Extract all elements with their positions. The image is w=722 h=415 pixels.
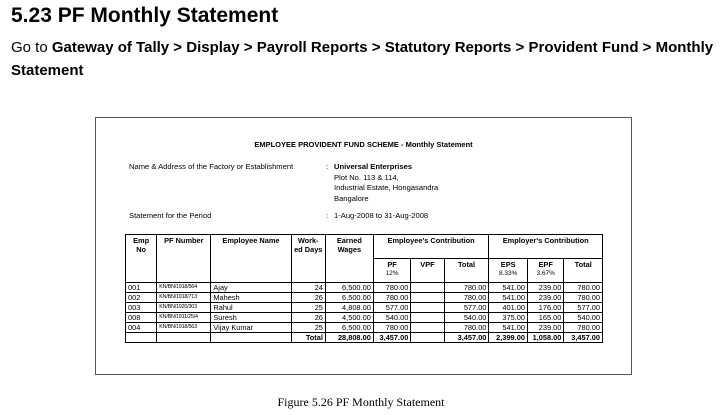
header-employer-contribution: Employer's Contribution: [489, 235, 603, 259]
table-row: [126, 323, 603, 333]
table-row: [126, 293, 603, 303]
cell-employee-name: Rahul: [211, 303, 291, 313]
cell-employee-total: 780.00: [444, 323, 489, 333]
nav-separator: >: [243, 39, 253, 56]
cell-vpf: [411, 313, 444, 323]
cell-eps: 375.00: [489, 313, 528, 323]
section-title: PF Monthly Statement: [57, 4, 279, 27]
pf-rate: 12%: [385, 270, 399, 277]
cell-empty: [157, 333, 211, 343]
cell-earned-wages: 6,500.00: [325, 283, 373, 293]
section-heading: [11, 4, 278, 28]
cell-emp-no: 008: [126, 313, 157, 323]
cell-emp-no: 001: [126, 283, 157, 293]
cell-empty: [126, 333, 157, 343]
cell-employee-total: 577.00: [444, 303, 489, 313]
subheader-employee-total: Total: [444, 259, 489, 283]
cell-employee-total: 780.00: [444, 283, 489, 293]
cell-emp-no: 004: [126, 323, 157, 333]
cell-worked-days: 24: [291, 283, 325, 293]
cell-pf-number: KN/BN/1920/303: [157, 303, 211, 313]
cell-eps: 401.00: [489, 303, 528, 313]
cell-employee-name: Suresh: [211, 313, 291, 323]
cell-employer-total: 780.00: [564, 283, 603, 293]
cell-earned-wages: 6,500.00: [325, 323, 373, 333]
eps-rate: 8.33%: [498, 270, 518, 277]
cell-pf-number: KN/BN/1918/713: [157, 293, 211, 303]
total-earned-wages: 28,808.00: [325, 333, 373, 343]
subheader-employer-total: Total: [564, 259, 603, 283]
nav-step-monthly-statement: Monthly Statement: [11, 39, 714, 79]
header-earned-wages: Earned Wages: [325, 235, 373, 283]
cell-pf: 780.00: [373, 293, 410, 303]
nav-separator: >: [642, 39, 652, 56]
table-row: [126, 313, 603, 323]
cell-earned-wages: 6,500.00: [325, 293, 373, 303]
cell-earned-wages: 4,808.00: [325, 303, 373, 313]
cell-worked-days: 25: [291, 323, 325, 333]
nav-separator: >: [173, 39, 183, 56]
total-row: [126, 333, 603, 343]
cell-vpf: [411, 303, 444, 313]
cell-empty: [211, 333, 291, 343]
address-line: Bangalore: [334, 193, 369, 203]
report-title: EMPLOYEE PROVIDENT FUND SCHEME - Monthly Statement: [254, 140, 473, 149]
address-line: Plot No. 113 & 114,: [334, 172, 399, 182]
cell-pf: 577.00: [373, 303, 410, 313]
period-colon: :: [326, 211, 329, 220]
cell-earned-wages: 4,500.00: [325, 313, 373, 323]
subheader-vpf: VPF: [411, 259, 444, 283]
cell-epf: 239.00: [527, 293, 563, 303]
nav-separator: >: [515, 39, 525, 56]
cell-pf: 540.00: [373, 313, 410, 323]
header-employee-name: Employee Name: [211, 235, 291, 283]
subheader-pf: [373, 259, 410, 283]
subheader-eps: [489, 259, 528, 283]
cell-employer-total: 577.00: [564, 303, 603, 313]
total-vpf: [411, 333, 444, 343]
address-line: Industrial Estate, Hongasandra: [334, 183, 439, 192]
address-label: Name & Address of the Factory or Establishment: [129, 162, 294, 171]
cell-pf-number: KN/BN/1911/25/4: [157, 313, 211, 323]
nav-separator: >: [371, 39, 381, 56]
nav-step-display: Display: [186, 39, 240, 56]
cell-employee-total: 780.00: [444, 293, 489, 303]
cell-pf-number: KN/BN/1918/563: [157, 323, 211, 333]
address-colon: :: [326, 162, 329, 171]
cell-worked-days: 26: [291, 293, 325, 303]
cell-vpf: [411, 293, 444, 303]
subheader-eps-label: EPS: [500, 260, 516, 269]
cell-epf: 239.00: [527, 323, 563, 333]
figure-caption: Figure 5.26 PF Monthly Statement: [277, 395, 445, 409]
nav-step-statutory-reports: Statutory Reports: [384, 39, 512, 56]
total-employer-contribution: 3,457.00: [564, 333, 603, 343]
report-figure: [95, 117, 632, 375]
subheader-epf-label: EPF: [538, 260, 553, 269]
cell-employer-total: 780.00: [564, 323, 603, 333]
cell-employee-name: Mahesh: [211, 293, 291, 303]
cell-worked-days: 26: [291, 313, 325, 323]
nav-step-payroll-reports: Payroll Reports: [256, 39, 368, 56]
cell-pf: 780.00: [373, 283, 410, 293]
cell-employee-name: Vijay Kumar: [211, 323, 291, 333]
total-label: Total: [291, 333, 325, 343]
cell-emp-no: 002: [126, 293, 157, 303]
cell-vpf: [411, 323, 444, 333]
nav-step-gateway: Gateway of Tally: [51, 39, 170, 56]
cell-epf: 176.00: [527, 303, 563, 313]
navigation-instruction: [11, 36, 717, 82]
header-emp-no: Emp No: [126, 235, 157, 283]
total-epf: 1,058.00: [527, 333, 563, 343]
subheader-epf: [527, 259, 563, 283]
cell-eps: 541.00: [489, 283, 528, 293]
period-label: Statement for the Period: [129, 211, 212, 220]
cell-pf: 780.00: [373, 323, 410, 333]
header-employee-contribution: Employee's Contribution: [373, 235, 489, 259]
total-pf: 3,457.00: [373, 333, 410, 343]
cell-epf: 239.00: [527, 283, 563, 293]
cell-employee-total: 540.00: [444, 313, 489, 323]
pf-statement-table: [125, 234, 603, 343]
company-name: Universal Enterprises: [334, 162, 413, 171]
cell-epf: 165.00: [527, 313, 563, 323]
cell-worked-days: 25: [291, 303, 325, 313]
section-number: 5.23: [11, 4, 52, 27]
period-value: 1-Aug-2008 to 31-Aug-2008: [334, 211, 429, 220]
epf-rate: 3.67%: [536, 270, 555, 277]
nav-prefix: Go to: [11, 39, 48, 56]
cell-pf-number: KN/BN/1918/564: [157, 283, 211, 293]
nav-step-provident-fund: Provident Fund: [528, 39, 639, 56]
table-row: [126, 303, 603, 313]
cell-employee-name: Ajay: [211, 283, 291, 293]
cell-emp-no: 003: [126, 303, 157, 313]
subheader-pf-label: PF: [387, 260, 397, 269]
cell-eps: 541.00: [489, 293, 528, 303]
establishment-address: [334, 162, 438, 204]
cell-employer-total: 780.00: [564, 293, 603, 303]
header-pf-number: PF Number: [157, 235, 211, 283]
total-employee-contribution: 3,457.00: [444, 333, 489, 343]
cell-vpf: [411, 283, 444, 293]
total-eps: 2,399.00: [489, 333, 528, 343]
table-row: [126, 283, 603, 293]
header-worked-days: Work-ed Days: [291, 235, 325, 283]
cell-employer-total: 540.00: [564, 313, 603, 323]
cell-eps: 541.00: [489, 323, 528, 333]
